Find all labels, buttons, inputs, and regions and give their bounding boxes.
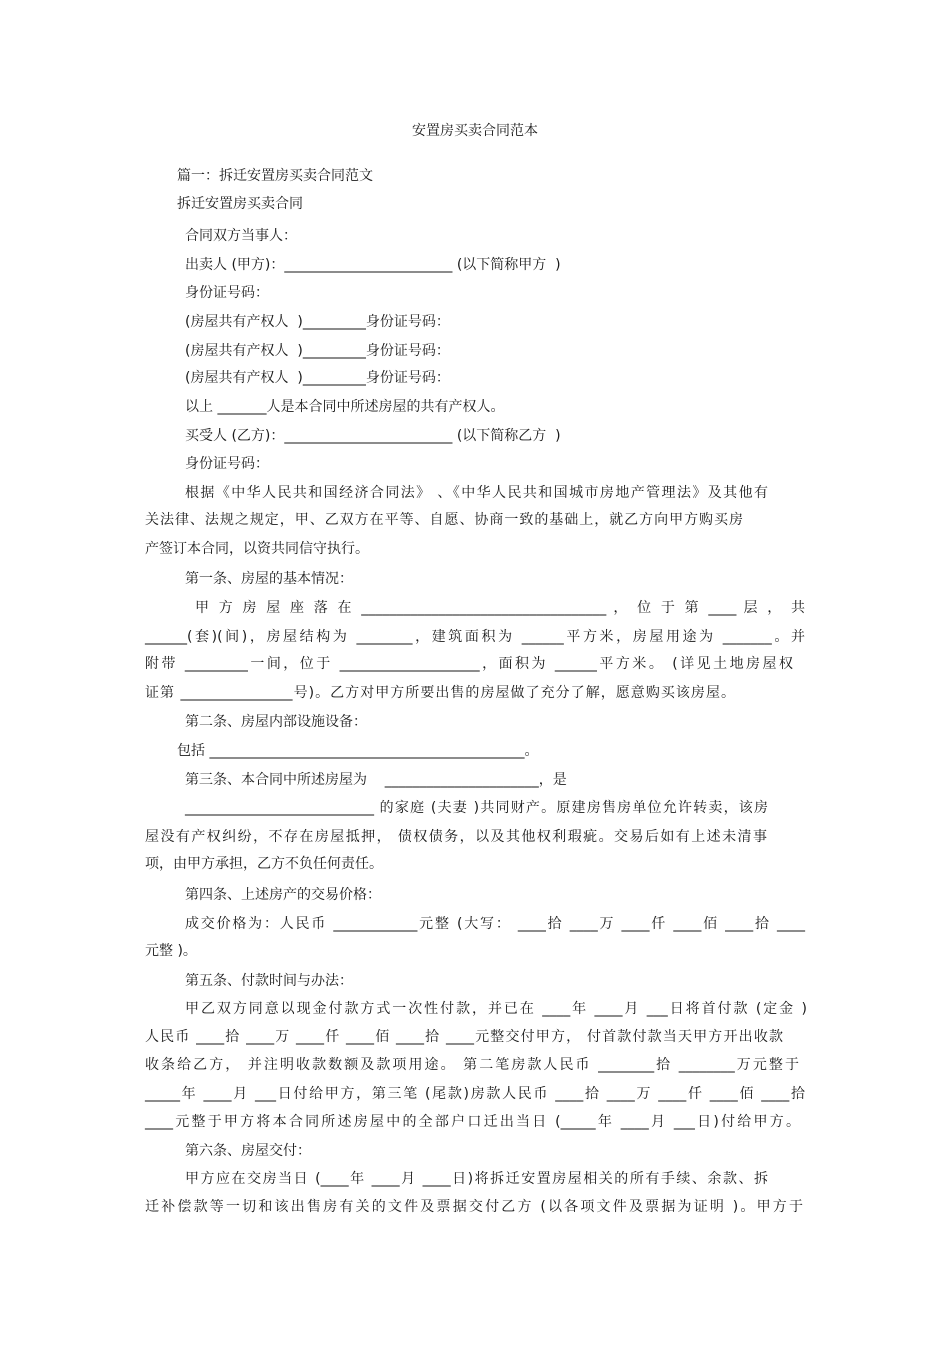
article-heading: 第四条、上述房产的交易价格：: [185, 887, 381, 903]
text-line: 合同双方当事人：: [185, 228, 297, 244]
text-line: 甲乙双方同意以现金付款方式一次性付款，并已在 ____年 ____月 ___日将首付款 (定金 ): [185, 1001, 807, 1017]
text-line: 元整 )。: [145, 943, 197, 959]
text-line: (房屋共有产权人 )_________身份证号码：: [185, 314, 450, 330]
document-title: 安置房买卖合同范本: [412, 123, 538, 139]
text-line: 出卖人 (甲方)：________________________ (以下简称甲方 ): [185, 257, 561, 273]
text-line: 甲方应在交房当日 (____年 ____月 ____日)将拆迁安置房屋相关的所有手续、余款、拆: [185, 1171, 768, 1187]
text-line: ______(套)(间)，房屋结构为 ________，建筑面积为 ______平方米，房屋用途为 _______。并: [145, 629, 805, 645]
text-line: ___________________________ 的家庭 (夫妻 )共同财产。原建房售房单位允许转卖，该房: [185, 800, 768, 816]
article-heading: 第五条、付款时间与办法：: [185, 973, 353, 989]
text-line: ____元整于甲方将本合同所述房屋中的全部户口迁出当日 (_____年 ____月 ___日)付给甲方。: [145, 1114, 800, 1130]
text-line: 买受人 (乙方)：________________________ (以下简称乙方 ): [185, 428, 561, 444]
article-heading: 第二条、房屋内部设施设备：: [185, 714, 367, 730]
text-line: 根据《中华人民共和国经济合同法》 、《中华人民共和国城市房地产管理法》及其他有: [185, 485, 768, 501]
text-line: 关法律、法规之规定，甲、乙双方在平等、自愿、协商一致的基础上，就乙方向甲方购买房: [145, 512, 743, 528]
text-line: 附带 _________一间，位于 ____________________，面积为 ______平方米。 (详见土地房屋权: [145, 656, 793, 672]
text-line: 以上 _______人是本合同中所述房屋的共有产权人。: [185, 399, 505, 415]
text-line: 收条给乙方， 并注明收款数额及款项用途。 第二笔房款人民币 ________拾 ________万元整于: [145, 1057, 799, 1073]
article-heading: 第三条、本合同中所述房屋为 ______________________，是: [185, 772, 567, 788]
text-line: 身份证号码：: [185, 456, 269, 472]
text-line: _____年 ____月 ___日付给甲方，第三笔 (尾款)房款人民币 ____拾 ____万 ____仟 ____佰 ____拾: [145, 1086, 805, 1102]
text-line: 项，由甲方承担，乙方不负任何责任。: [145, 856, 383, 872]
text-line: 包括 _____________________________________________。: [177, 743, 539, 759]
text-line: 人民币 ____拾 ____万 ____仟 ____佰 ____拾 ____元整交付甲方， 付首款付款当天甲方开出收款: [145, 1029, 783, 1045]
text-line: 屋没有产权纠纷，不存在房屋抵押， 债权债务，以及其他权利瑕疵。交易后如有上述未清事: [145, 829, 767, 845]
text-line: 迁补偿款等一切和该出售房有关的文件及票据交付乙方 (以各项文件及票据为证明 )。甲方于: [145, 1199, 803, 1215]
article-heading: 第一条、房屋的基本情况：: [185, 571, 353, 587]
section-heading: 篇一：拆迁安置房买卖合同范文: [177, 168, 373, 184]
text-line: 产签订本合同，以资共同信守执行。: [145, 541, 369, 557]
article-heading: 第六条、房屋交付：: [185, 1143, 311, 1159]
text-line: 证第 ________________号)。乙方对甲方所要出售的房屋做了充分了解，愿意购买该房屋。: [145, 685, 735, 701]
text-line: (房屋共有产权人 )_________身份证号码：: [185, 370, 450, 386]
text-line: 身份证号码：: [185, 285, 269, 301]
contract-title: 拆迁安置房买卖合同: [177, 196, 303, 212]
text-line: 成交价格为：人民币 ____________元整 (大写： ____拾 ____万 ____仟 ____佰 ____拾 ____: [185, 916, 805, 932]
text-line: 甲 方 房 屋 座 落 在 ___________________________________ ， 位 于 第 ____ 层 ， 共: [195, 600, 805, 616]
text-line: (房屋共有产权人 )_________身份证号码：: [185, 343, 450, 359]
